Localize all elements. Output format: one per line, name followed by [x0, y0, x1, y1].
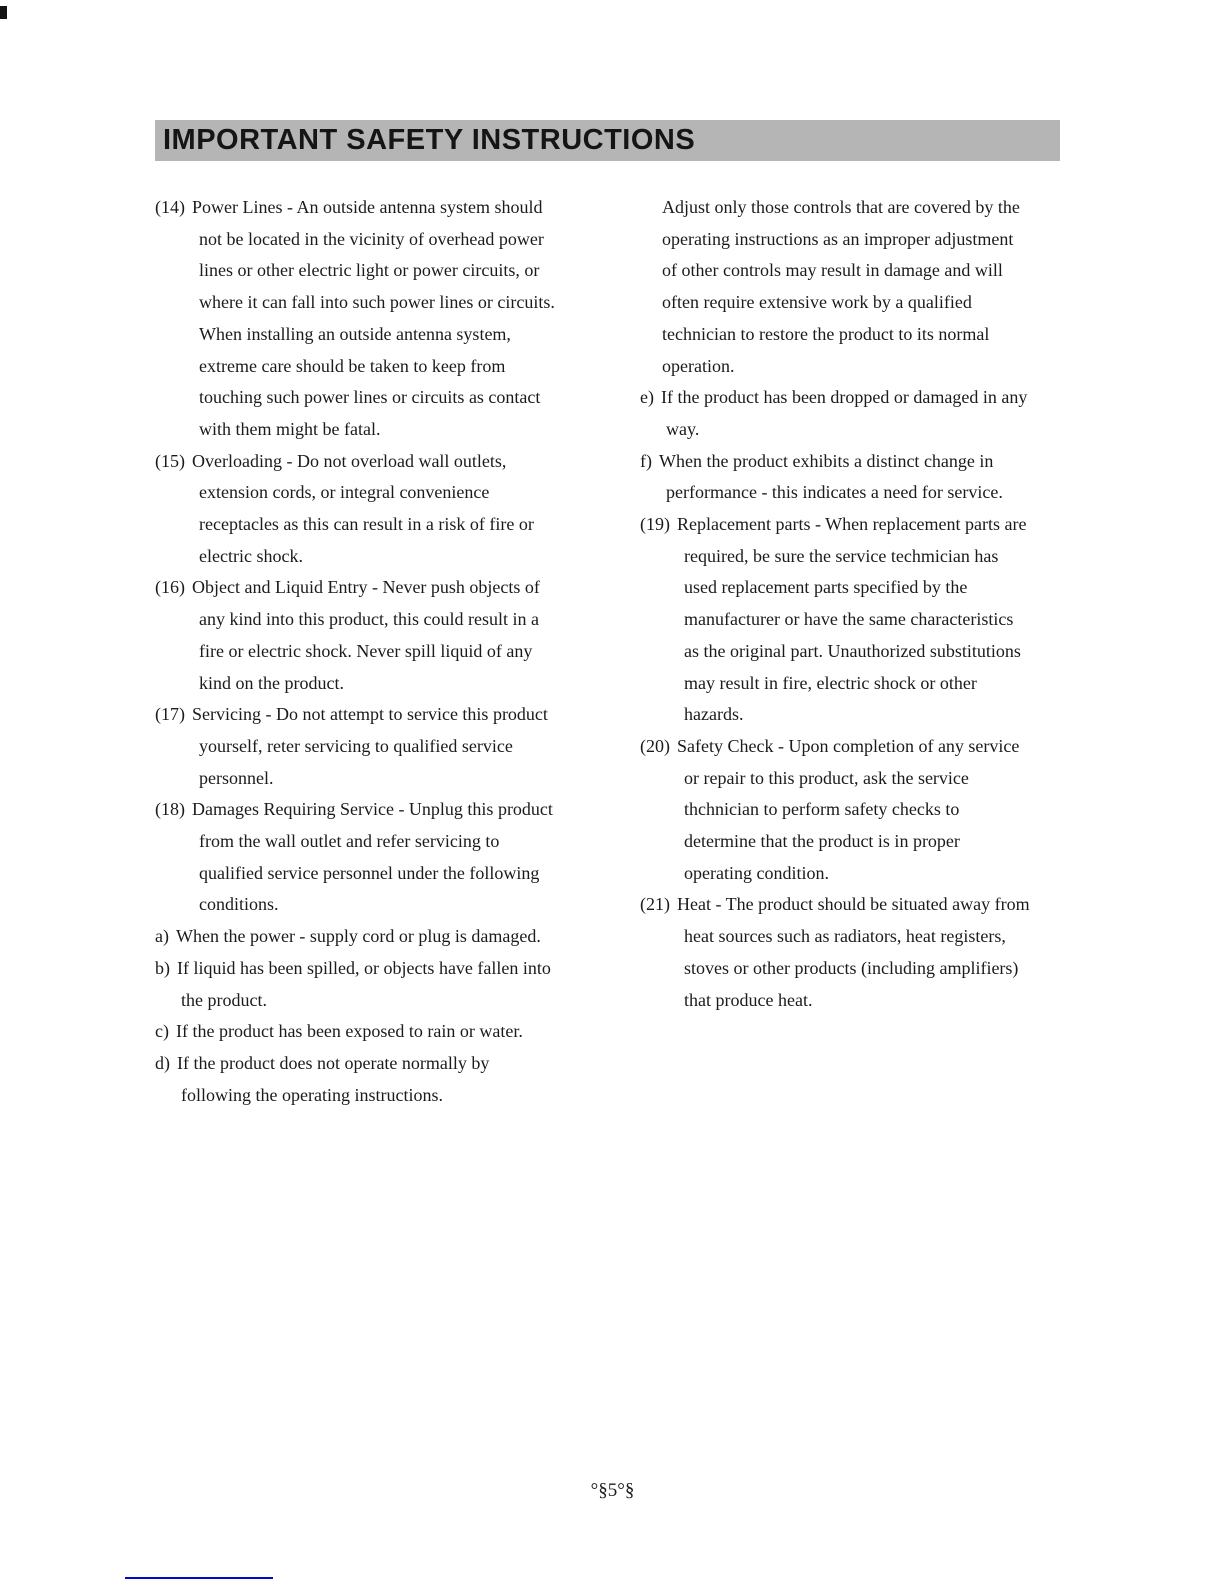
item-marker: f)	[640, 450, 652, 471]
safety-item-20	[640, 731, 1030, 890]
safety-item-d-continuation	[640, 192, 1030, 382]
safety-item-18	[155, 794, 557, 921]
safety-item-14	[155, 192, 557, 446]
item-marker: (21)	[640, 894, 670, 915]
section-header-bar	[155, 120, 1060, 161]
item-text: Damages Requiring Service - Unplug this product from the wall outlet and refer servicing to qualified service personnel under the following conditions.	[192, 799, 553, 915]
safety-subitem-f	[640, 446, 1030, 509]
item-marker: d)	[155, 1052, 170, 1073]
item-text: When the power - supply cord or plug is damaged.	[175, 926, 541, 947]
right-column	[640, 192, 1030, 1111]
item-marker: e)	[640, 387, 654, 408]
item-marker: a)	[155, 926, 169, 947]
page-title: IMPORTANT SAFETY INSTRUCTIONS	[163, 124, 696, 156]
item-marker: (15)	[155, 450, 185, 471]
item-text: Heat - The product should be situated away from heat sources such as radiators, heat registers, stoves or other products (including amplifiers) that produce heat.	[677, 894, 1030, 1010]
safety-item-16	[155, 572, 557, 699]
scan-artifact-mark	[0, 6, 7, 19]
item-marker: b)	[155, 957, 170, 978]
item-marker: (14)	[155, 197, 185, 217]
safety-item-19	[640, 509, 1030, 731]
item-marker: (20)	[640, 735, 670, 756]
item-text: When the product exhibits a distinct change in performance - this indicates a need for service.	[659, 450, 1003, 503]
safety-subitem-c	[155, 1016, 557, 1048]
item-text: Servicing - Do not attempt to service this product yourself, reter servicing to qualified service personnel.	[192, 704, 548, 788]
page-number: °§5°§	[590, 1480, 635, 1501]
item-marker: (17)	[155, 704, 185, 725]
item-marker: (18)	[155, 799, 185, 820]
safety-item-15	[155, 446, 557, 573]
item-text: If liquid has been spilled, or objects have fallen into the product.	[177, 957, 551, 1010]
item-text: Adjust only those controls that are covered by the operating instructions as an improper adjustment of other controls may result in damage and will often require extensive work by a qualified technician to restore the product to its normal operation.	[662, 197, 1020, 376]
item-marker: c)	[155, 1021, 169, 1042]
safety-item-17	[155, 699, 557, 794]
left-column	[155, 192, 557, 1111]
item-text: If the product does not operate normally by following the operating instructions.	[177, 1052, 490, 1105]
item-text: Overloading - Do not overload wall outlets, extension cords, or integral convenience receptacles as this can result in a risk of fire or electric shock.	[192, 450, 534, 566]
safety-subitem-a	[155, 921, 557, 953]
safety-subitem-e	[640, 382, 1030, 445]
item-text: If the product has been dropped or damaged in any way.	[660, 387, 1028, 439]
instructions-content	[155, 192, 1035, 1111]
item-text: If the product has been exposed to rain or water.	[175, 1021, 523, 1042]
safety-subitem-d	[155, 1048, 557, 1111]
item-text: Replacement parts - When replacement parts are required, be sure the service techmician has used replacement parts specified by the manufacturer or have the same characteristics as the original part. Unauthorized substitutions may result in fire, electric shock or other hazards.	[677, 514, 1027, 725]
item-text: Object and Liquid Entry - Never push objects of any kind into this product, this could result in a fire or electric shock. Never spill liquid of any kind on the product.	[192, 577, 540, 693]
item-marker: (19)	[640, 514, 670, 535]
safety-subitem-b	[155, 953, 557, 1016]
item-marker: (16)	[155, 577, 185, 598]
safety-item-21	[640, 889, 1030, 1016]
item-text: Power Lines - An outside antenna system should not be located in the vicinity of overhead power lines or other electric light or power circuits, or where it can fall into such power lines or circuits. When installing an outside antenna system, extreme care should be taken to keep from touching such power lines or circuits as contact with them might be fatal.	[192, 197, 555, 439]
bottom-left-blue-line-artifact	[125, 1577, 273, 1579]
item-text: Safety Check - Upon completion of any service or repair to this product, ask the service thchnician to perform safety checks to determine that the product is in proper operating condition.	[677, 735, 1020, 883]
